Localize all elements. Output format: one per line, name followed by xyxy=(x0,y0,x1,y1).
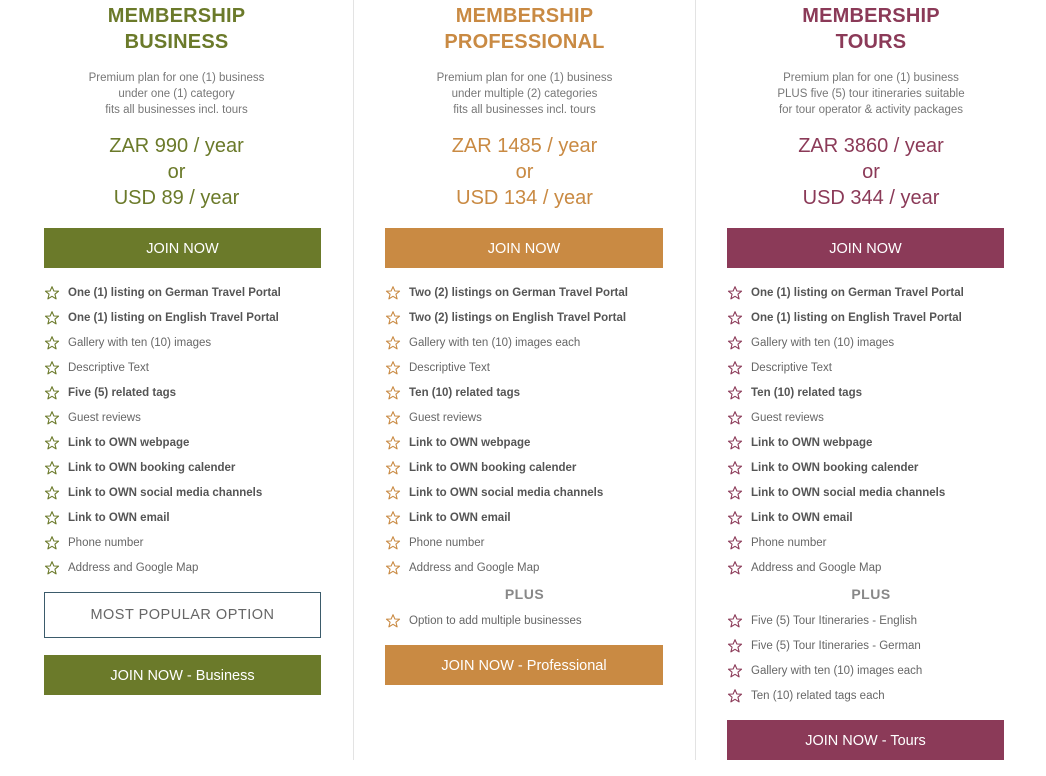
feature-item xyxy=(727,505,964,530)
plus-feature-item xyxy=(727,633,922,658)
star-icon xyxy=(44,485,60,501)
feature-text: Link to OWN booking calender xyxy=(751,461,919,474)
star-icon xyxy=(727,510,743,526)
join-now-button[interactable]: JOIN NOW xyxy=(727,228,1004,268)
feature-text: Link to OWN social media channels xyxy=(68,486,263,499)
feature-text: Guest reviews xyxy=(409,411,482,424)
star-icon xyxy=(727,535,743,551)
star-icon xyxy=(727,310,743,326)
plus-feature-list xyxy=(385,608,582,633)
feature-text: Address and Google Map xyxy=(751,561,882,574)
star-icon xyxy=(385,285,401,301)
feature-item xyxy=(44,330,281,355)
star-icon xyxy=(44,510,60,526)
star-icon xyxy=(44,410,60,426)
feature-list xyxy=(385,280,628,580)
feature-text: Link to OWN booking calender xyxy=(68,461,236,474)
feature-item xyxy=(727,355,964,380)
plus-feature-item xyxy=(727,608,922,633)
star-icon xyxy=(727,410,743,426)
plan-price xyxy=(0,133,353,211)
plan-title-line: MEMBERSHIP xyxy=(802,5,940,27)
plan-tours-card xyxy=(696,0,1046,776)
feature-item xyxy=(727,480,964,505)
plan-price xyxy=(696,133,1046,211)
star-icon xyxy=(727,663,743,679)
feature-text: Five (5) Tour Itineraries - English xyxy=(751,614,917,627)
feature-item xyxy=(727,280,964,305)
feature-item xyxy=(385,305,628,330)
star-icon xyxy=(727,385,743,401)
feature-item xyxy=(385,480,628,505)
feature-item xyxy=(44,280,281,305)
plus-label: PLUS xyxy=(504,586,545,602)
plan-description xyxy=(696,70,1046,118)
feature-text: Link to OWN email xyxy=(751,511,853,524)
feature-item xyxy=(727,305,964,330)
feature-text: One (1) listing on English Travel Portal xyxy=(751,311,962,324)
feature-text: Address and Google Map xyxy=(68,561,199,574)
feature-text: Link to OWN email xyxy=(68,511,170,524)
feature-text: Link to OWN booking calender xyxy=(409,461,577,474)
feature-item xyxy=(385,280,628,305)
join-now-professional-button[interactable]: JOIN NOW - Professional xyxy=(385,645,663,685)
plus-label: PLUS xyxy=(851,586,891,602)
plus-feature-list xyxy=(727,608,922,708)
feature-text: Gallery with ten (10) images each xyxy=(409,336,581,349)
feature-text: Five (5) related tags xyxy=(68,386,177,399)
feature-item xyxy=(44,380,281,405)
plan-description-line: Premium plan for one (1) business xyxy=(88,72,265,84)
feature-text: Two (2) listings on German Travel Portal xyxy=(409,286,628,299)
star-icon xyxy=(385,310,401,326)
feature-text: One (1) listing on English Travel Portal xyxy=(68,311,279,324)
star-icon xyxy=(727,560,743,576)
feature-text: One (1) listing on German Travel Portal xyxy=(68,286,281,299)
feature-item xyxy=(385,355,628,380)
price-usd: USD 344 / year xyxy=(802,187,940,209)
feature-item xyxy=(727,380,964,405)
star-icon xyxy=(727,335,743,351)
most-popular-badge: MOST POPULAR OPTION xyxy=(44,592,321,638)
price-usd: USD 89 / year xyxy=(113,187,240,209)
star-icon xyxy=(44,360,60,376)
star-icon xyxy=(44,385,60,401)
star-icon xyxy=(385,410,401,426)
feature-text: Two (2) listings on English Travel Portal xyxy=(409,311,627,324)
plan-description-line: Premium plan for one (1) business xyxy=(783,72,959,84)
feature-text: Link to OWN email xyxy=(409,511,511,524)
feature-text: Link to OWN social media channels xyxy=(751,486,946,499)
feature-item xyxy=(727,430,964,455)
star-icon xyxy=(385,335,401,351)
plus-feature-item xyxy=(385,608,582,633)
star-icon xyxy=(385,360,401,376)
star-icon xyxy=(727,688,743,704)
feature-text: Descriptive Text xyxy=(751,361,832,374)
feature-text: Gallery with ten (10) images xyxy=(751,336,895,349)
feature-item xyxy=(44,355,281,380)
star-icon xyxy=(385,485,401,501)
star-icon xyxy=(385,510,401,526)
plan-description-line: fits all businesses incl. tours xyxy=(105,104,248,116)
feature-text: Link to OWN webpage xyxy=(751,436,873,449)
star-icon xyxy=(727,638,743,654)
feature-text: Phone number xyxy=(68,536,144,549)
star-icon xyxy=(727,435,743,451)
plus-feature-item xyxy=(727,683,922,708)
feature-item xyxy=(727,530,964,555)
star-icon xyxy=(727,360,743,376)
plan-description-line: under multiple (2) categories xyxy=(451,88,598,100)
plan-title-line: MEMBERSHIP xyxy=(107,5,246,27)
feature-text: Ten (10) related tags xyxy=(409,386,520,399)
plan-business-card xyxy=(0,0,353,776)
plan-title-line: BUSINESS xyxy=(124,31,229,53)
plan-title-line: PROFESSIONAL xyxy=(444,31,605,53)
feature-text: Gallery with ten (10) images each xyxy=(751,664,923,677)
join-now-button[interactable]: JOIN NOW xyxy=(385,228,663,268)
star-icon xyxy=(727,485,743,501)
feature-item xyxy=(727,330,964,355)
feature-text: Phone number xyxy=(751,536,827,549)
plan-professional-card xyxy=(354,0,695,776)
plan-title xyxy=(696,3,1046,55)
feature-item xyxy=(44,530,281,555)
price-zar: ZAR 1485 / year xyxy=(451,135,598,157)
star-icon xyxy=(727,285,743,301)
feature-text: Link to OWN webpage xyxy=(409,436,531,449)
star-icon xyxy=(44,535,60,551)
plan-title-line: TOURS xyxy=(835,31,907,53)
star-icon xyxy=(727,613,743,629)
feature-item xyxy=(385,430,628,455)
star-icon xyxy=(385,560,401,576)
star-icon xyxy=(727,460,743,476)
feature-list xyxy=(44,280,281,580)
join-now-tours-button[interactable]: JOIN NOW - Tours xyxy=(727,720,1004,760)
feature-item xyxy=(44,505,281,530)
feature-text: Descriptive Text xyxy=(409,361,490,374)
star-icon xyxy=(385,385,401,401)
star-icon xyxy=(385,460,401,476)
star-icon xyxy=(44,460,60,476)
join-now-business-button[interactable]: JOIN NOW - Business xyxy=(44,655,321,695)
star-icon xyxy=(385,613,401,629)
feature-item xyxy=(44,405,281,430)
price-zar: ZAR 990 / year xyxy=(109,135,244,157)
feature-item xyxy=(727,555,964,580)
feature-item xyxy=(44,305,281,330)
star-icon xyxy=(44,335,60,351)
plan-title xyxy=(354,3,695,55)
feature-item xyxy=(385,330,628,355)
price-or: or xyxy=(515,161,534,183)
feature-item xyxy=(727,455,964,480)
feature-text: Ten (10) related tags xyxy=(751,386,862,399)
feature-text: Link to OWN webpage xyxy=(68,436,190,449)
join-now-button[interactable]: JOIN NOW xyxy=(44,228,321,268)
feature-text: Address and Google Map xyxy=(409,561,540,574)
price-or: or xyxy=(167,161,186,183)
feature-item xyxy=(385,530,628,555)
feature-item xyxy=(385,405,628,430)
feature-text: Link to OWN social media channels xyxy=(409,486,604,499)
feature-text: Phone number xyxy=(409,536,485,549)
plan-description-line: PLUS five (5) tour itineraries suitable xyxy=(777,88,965,100)
feature-text: Descriptive Text xyxy=(68,361,149,374)
plan-title xyxy=(0,3,353,55)
feature-item xyxy=(44,430,281,455)
plan-price xyxy=(354,133,695,211)
star-icon xyxy=(44,285,60,301)
star-icon xyxy=(44,560,60,576)
plan-title-line: MEMBERSHIP xyxy=(455,5,594,27)
price-usd: USD 134 / year xyxy=(456,187,593,209)
price-or: or xyxy=(862,161,880,183)
feature-text: One (1) listing on German Travel Portal xyxy=(751,286,964,299)
plan-description-line: for tour operator & activity packages xyxy=(778,104,964,116)
feature-text: Guest reviews xyxy=(68,411,141,424)
star-icon xyxy=(44,310,60,326)
feature-text: Five (5) Tour Itineraries - German xyxy=(751,639,921,652)
star-icon xyxy=(385,435,401,451)
feature-text: Guest reviews xyxy=(751,411,824,424)
plan-description-line: under one (1) category xyxy=(118,88,235,100)
star-icon xyxy=(385,535,401,551)
plan-description xyxy=(354,70,695,118)
plus-feature-item xyxy=(727,658,922,683)
plan-description-line: fits all businesses incl. tours xyxy=(453,104,596,116)
feature-item xyxy=(44,480,281,505)
price-zar: ZAR 3860 / year xyxy=(798,135,944,157)
star-icon xyxy=(44,435,60,451)
feature-text: Ten (10) related tags each xyxy=(751,689,885,702)
plan-description xyxy=(0,70,353,118)
feature-item xyxy=(385,380,628,405)
feature-item xyxy=(385,555,628,580)
feature-item xyxy=(727,405,964,430)
feature-item xyxy=(44,455,281,480)
feature-item xyxy=(385,505,628,530)
feature-item xyxy=(385,455,628,480)
feature-list xyxy=(727,280,964,580)
plan-description-line: Premium plan for one (1) business xyxy=(436,72,613,84)
feature-item xyxy=(44,555,281,580)
feature-text: Gallery with ten (10) images xyxy=(68,336,212,349)
feature-text: Option to add multiple businesses xyxy=(409,614,582,627)
